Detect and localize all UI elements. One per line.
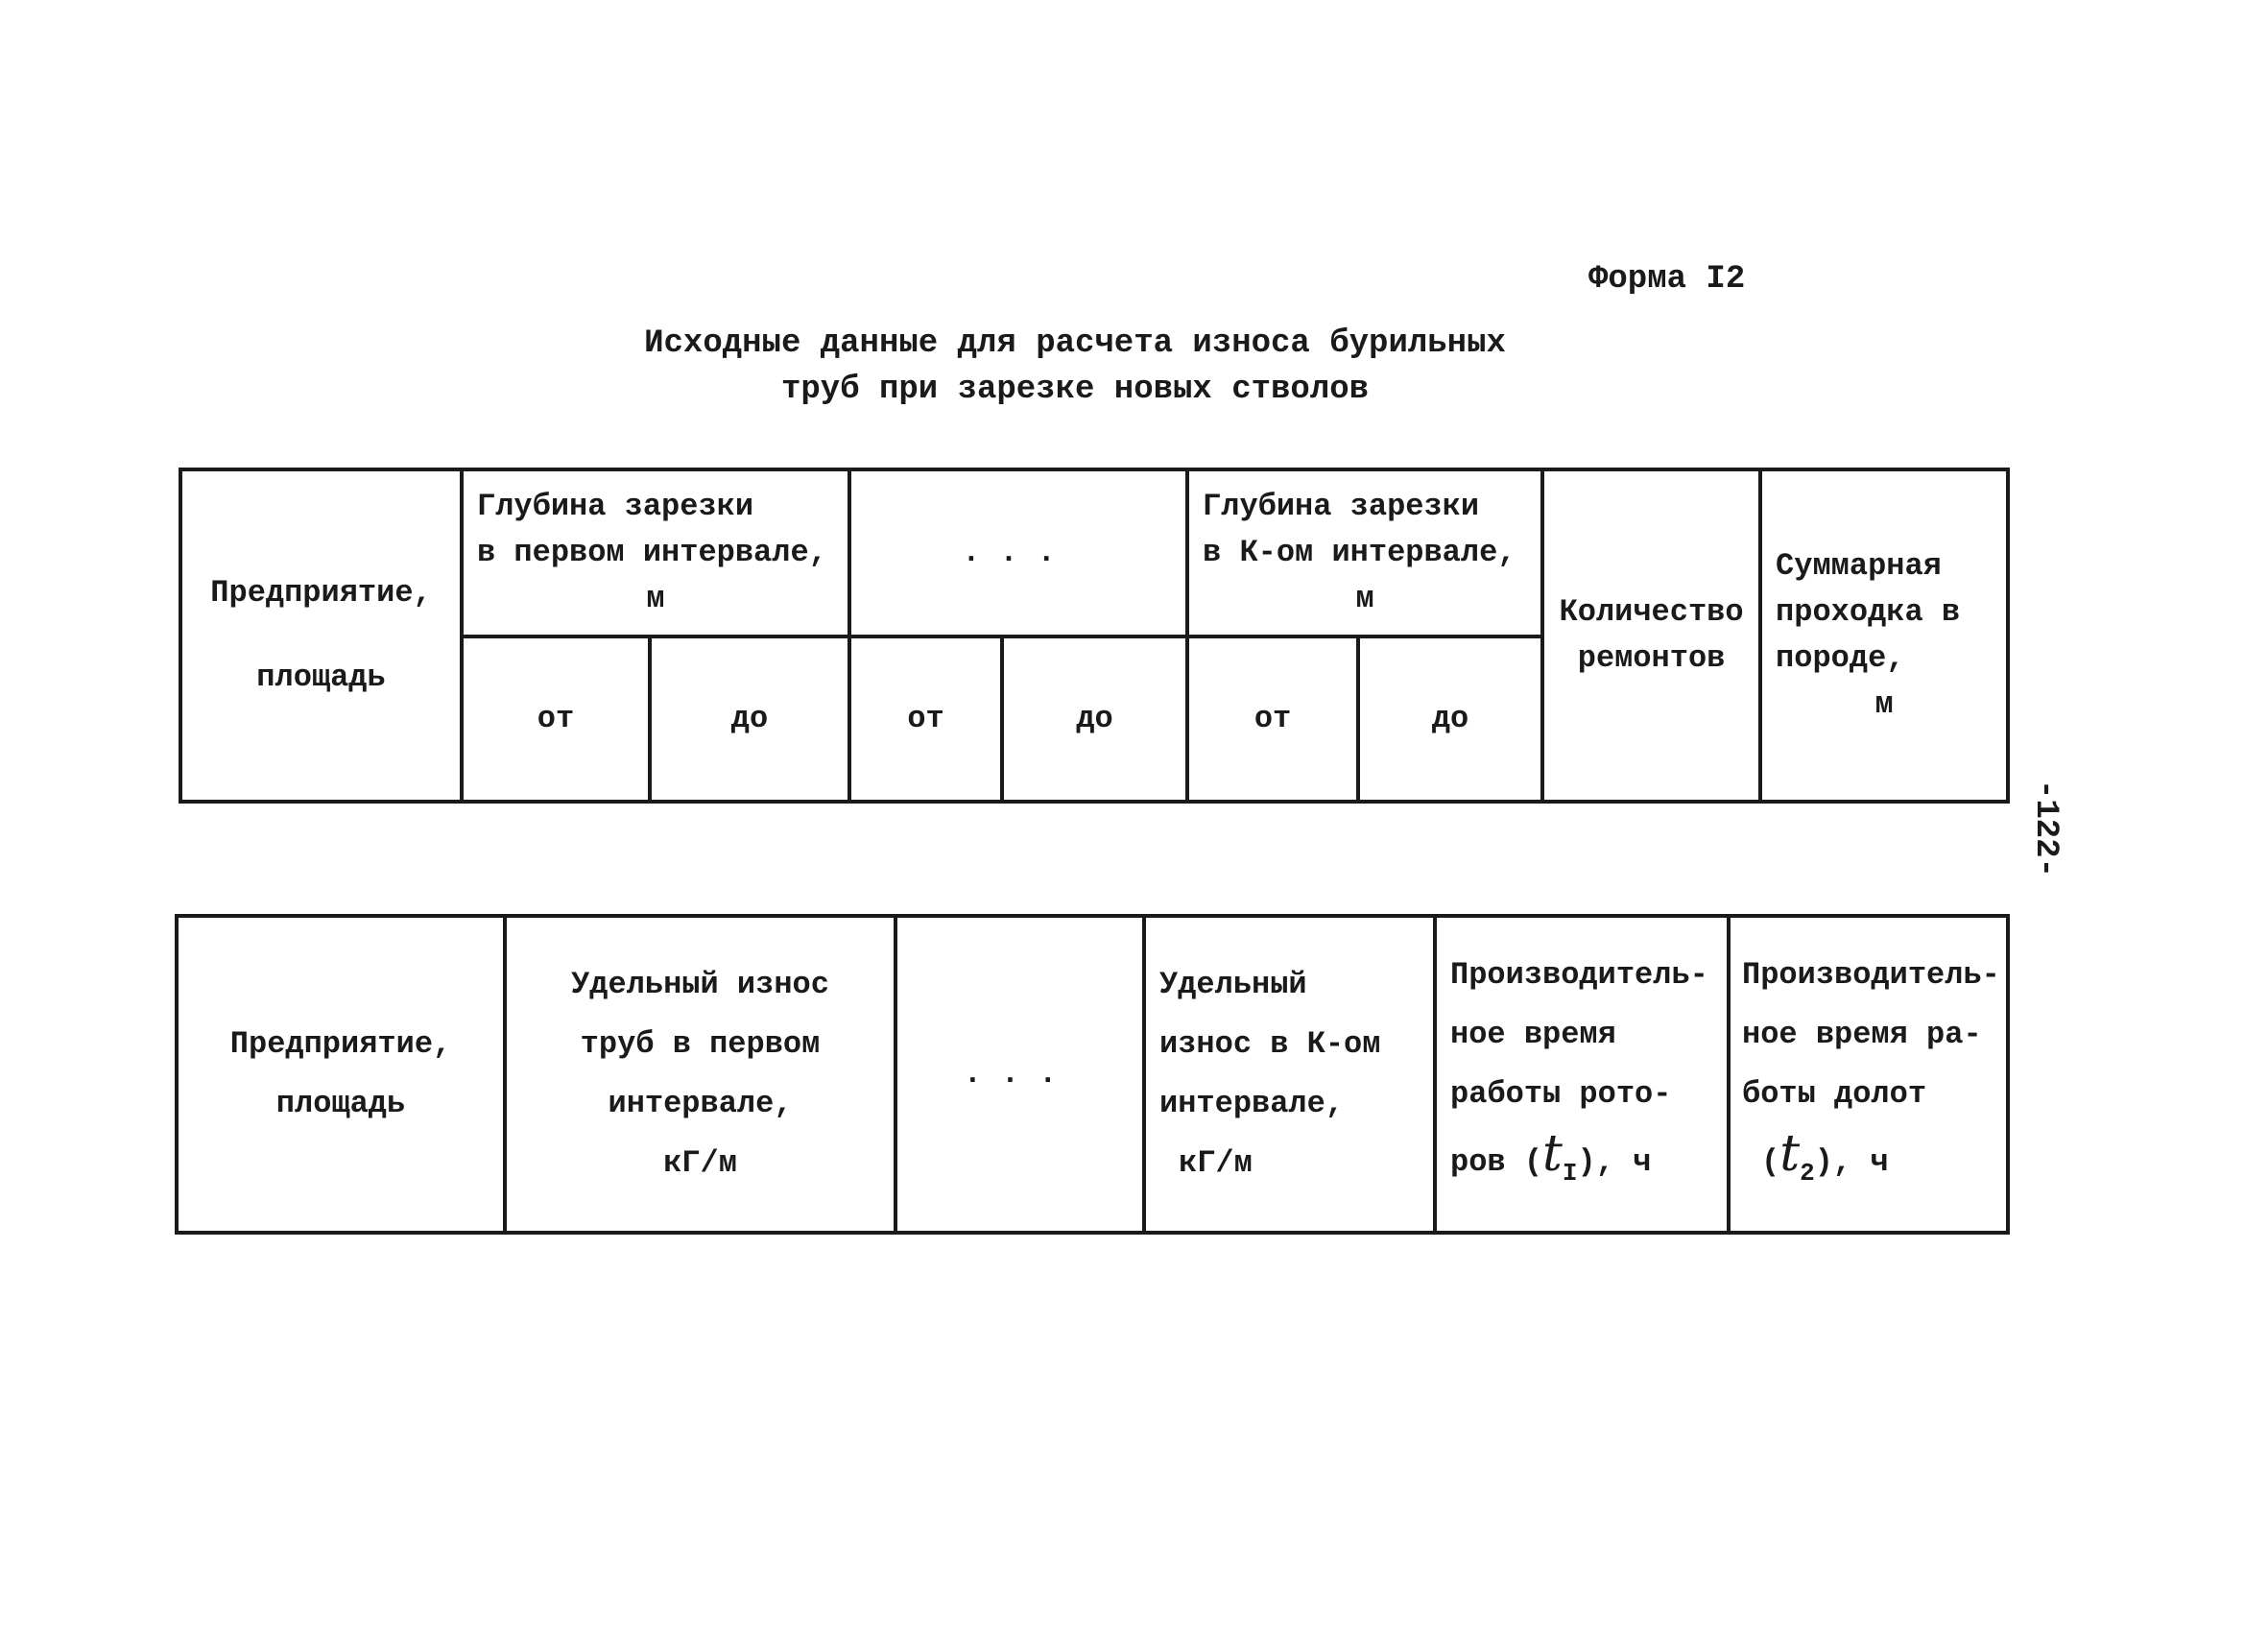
bit-line1: Производитель-	[1742, 957, 2000, 993]
rotor-line2: ное время	[1450, 1017, 1616, 1052]
bit-line3: боты долот	[1742, 1076, 1927, 1112]
enterprise-line1: Предприятие,	[210, 575, 432, 611]
total-unit: м	[1874, 686, 1894, 722]
ellipsis-header-2: ...	[895, 916, 1144, 1233]
ellipsis-header: ...	[849, 469, 1187, 636]
rotor-time-subscript: I	[1562, 1159, 1578, 1188]
rotor-time-symbol: t	[1542, 1125, 1563, 1183]
rotor-suffix: ), ч	[1577, 1144, 1652, 1180]
bit-line2: ное время ра-	[1742, 1017, 1982, 1052]
repairs-line1: Количество	[1559, 594, 1744, 630]
depth-first-line1: Глубина зарезки	[477, 489, 754, 524]
wear-k-interval-header	[1144, 916, 1435, 1233]
rotor-line3: работы рото-	[1450, 1076, 1672, 1112]
pipe-wear-table	[175, 914, 2010, 1235]
ellipsis-to: до	[1002, 636, 1187, 802]
total-line1: Суммарная	[1776, 548, 1942, 584]
drilling-depth-table	[179, 468, 2010, 804]
depth-k-interval-header	[1187, 469, 1542, 636]
repairs-line2: ремонтов	[1577, 640, 1726, 676]
wear-first-unit: кГ/м	[663, 1145, 737, 1181]
enterprise2-line2: площадь	[275, 1086, 406, 1121]
wear-k-line2: износ в К-ом	[1159, 1026, 1381, 1062]
repairs-count-header	[1542, 469, 1760, 802]
bit-time-symbol: t	[1779, 1125, 1801, 1183]
wear-first-interval-header	[505, 916, 895, 1233]
depth-k-from: от	[1187, 636, 1358, 802]
rotor-line1: Производитель-	[1450, 957, 1708, 993]
wear-first-line3: интервале,	[608, 1086, 793, 1121]
bit-time-header	[1729, 916, 2008, 1233]
total-line3: породе,	[1776, 640, 1905, 676]
wear-k-line1: Удельный	[1159, 967, 1307, 1002]
depth-k-to: до	[1358, 636, 1542, 802]
form-label: Форма I2	[1588, 261, 1746, 298]
bit-prefix: (	[1761, 1144, 1780, 1180]
rotor-line4	[1450, 1124, 1713, 1203]
depth-k-line1: Глубина зарезки	[1203, 489, 1480, 524]
depth-first-unit: м	[646, 581, 665, 616]
wear-first-line1: Удельный износ	[571, 967, 829, 1002]
enterprise-line2: площадь	[256, 660, 386, 695]
wear-k-unit: кГ/м	[1179, 1145, 1253, 1181]
rotor-time-header	[1435, 916, 1729, 1233]
bit-time-subscript: 2	[1800, 1159, 1815, 1188]
bit-line4	[1742, 1124, 1993, 1203]
page-number: -122-	[2027, 780, 2064, 878]
enterprise-header	[180, 469, 462, 802]
document-title-line1: Исходные данные для расчета износа бурильных	[644, 325, 1506, 362]
depth-k-unit: м	[1355, 581, 1374, 616]
enterprise2-line1: Предприятие,	[229, 1026, 452, 1062]
depth-first-from: от	[462, 636, 650, 802]
rotor-prefix: ров (	[1450, 1144, 1543, 1180]
wear-k-line3: интервале,	[1159, 1086, 1345, 1121]
ellipsis-from: от	[849, 636, 1002, 802]
wear-first-line2: труб в первом	[580, 1026, 821, 1062]
bit-suffix: ), ч	[1814, 1144, 1889, 1180]
depth-first-to: до	[650, 636, 849, 802]
depth-k-line2: в К-ом интервале,	[1203, 535, 1516, 570]
depth-first-interval-header	[462, 469, 849, 636]
total-line2: проходка в	[1776, 594, 1961, 630]
document-title-line2: труб при зарезке новых стволов	[780, 372, 1370, 408]
depth-first-line2: в первом интервале,	[477, 535, 827, 570]
total-drilling-header	[1760, 469, 2008, 802]
enterprise-header-2	[177, 916, 505, 1233]
